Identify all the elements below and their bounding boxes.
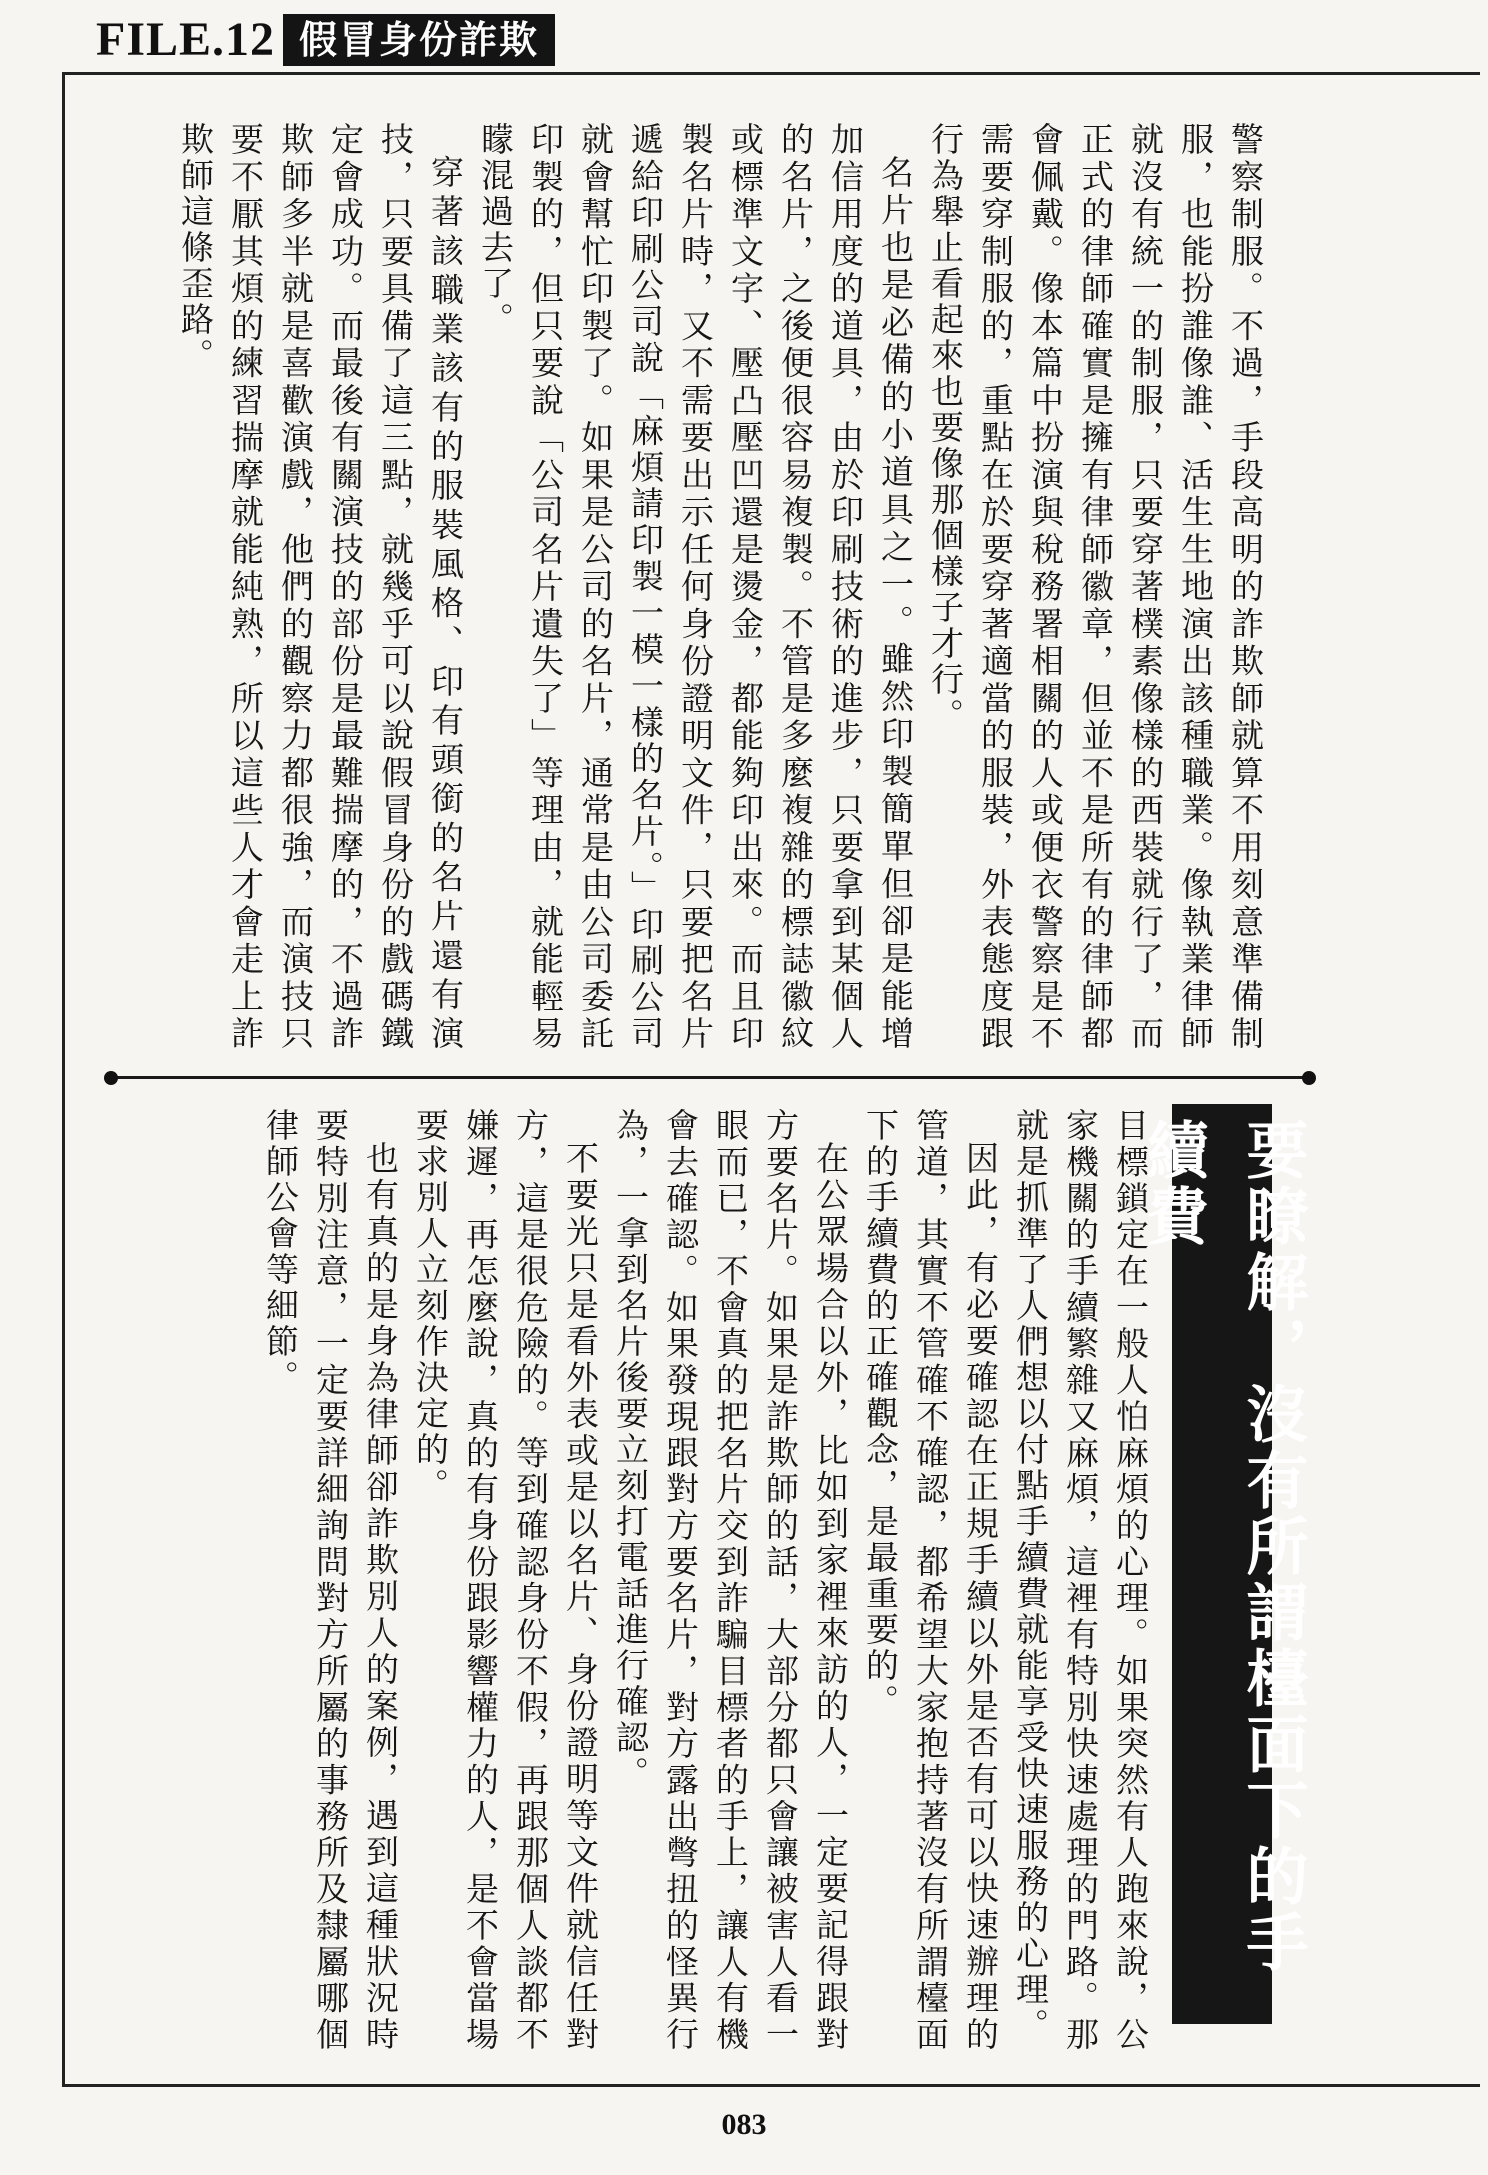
frame-bottom-rule <box>62 2084 1480 2087</box>
top-paragraph-3: 穿著該職業該有的服裝風格、印有頭銜的名片還有演技，只要具備了這三點，就幾乎可以說假冒身份的戲碼鐵定會成功。而最後有關演技的部份是最難揣摩的，不過詐欺師多半就是喜歡演戲，他們的觀察力都很強，而演技只要不厭其煩的練習揣摩就能純熟，所以這些人才會走上詐欺師這條歪路。 <box>176 122 465 1052</box>
top-paragraph-1: 警察制服。不過，手段高明的詐欺師就算不用刻意準備制服，也能扮誰像誰、活生生地演出該種職業。像執業律師就沒有統一的制服，只要穿著樸素像樣的西裝就行了，而正式的律師確實是擁有律師徽章，但並不是所有的律師都會佩戴。像本篇中扮演與稅務署相關的人或便衣警察是不需要穿制服的，重點在於要穿著適當的服裝，外表態度跟行為舉止看起來也要像那個樣子才行。 <box>926 122 1265 1052</box>
divider-left-dot <box>104 1071 118 1085</box>
section-divider <box>110 1076 1310 1079</box>
frame-left-rule <box>62 72 65 2087</box>
chapter-title: 假冒身份詐欺 <box>283 14 555 66</box>
bottom-paragraph-2: 因此，有必要確認在正規手續以外是否有可以快速辦理的管道，其實不管確不確認，都希望大家抱持著沒有所謂檯面下的手續費的正確觀念，是最重要的。 <box>861 1108 1000 2053</box>
page-number: 083 <box>721 2108 767 2141</box>
frame-top-rule <box>62 72 1480 75</box>
page-header <box>96 14 555 66</box>
top-section-text <box>142 122 1270 1052</box>
bottom-paragraph-4: 不要光只是看外表或是以名片、身份證明等文件就信任對方，這是很危險的。等到確認身份不假，再跟那個人談都不嫌遲，再怎麼說，真的有身份跟影響權力的人，是不會當場要求別人立刻作決定的。 <box>411 1108 600 2053</box>
bottom-paragraph-3: 在公眾場合以外，比如到家裡來訪的人，一定要記得跟對方要名片。如果是詐欺師的話，大部分都只會讓被害人看一眼而已，不會真的把名片交到詐騙目標者的手上，讓人有機會去確認。如果發現跟對方要名片，對方露出彆扭的怪異行為，一拿到名片後要立刻打電話進行確認。 <box>611 1108 850 2053</box>
section-heading <box>1136 1104 1309 2024</box>
bottom-section-text <box>165 1108 1155 2053</box>
section-heading-text: 要瞭解，沒有所謂檯面下的手續費 <box>1136 1118 1309 1976</box>
bottom-paragraph-1: 目標鎖定在一般人怕麻煩的心理。如果突然有人跑來說，公家機關的手續繁雜又麻煩，這裡有特別快速處理的門路。那就是抓準了人們想以付點手續費就能享受快速服務的心理。 <box>1011 1108 1150 2053</box>
divider-right-dot <box>1302 1071 1316 1085</box>
bottom-paragraph-5: 也有真的是身為律師卻詐欺別人的案例，遇到這種狀況時要特別注意，一定要詳細詢問對方所屬的事務所及隸屬哪個律師公會等細節。 <box>261 1108 400 2053</box>
top-paragraph-2: 名片也是必備的小道具之一。雖然印製簡單但卻是能增加信用度的道具，由於印刷技術的進步，只要拿到某個人的名片，之後便很容易複製。不管是多麼複雜的標誌徽紋或標準文字、壓凸壓凹還是燙金，都能夠印出來。而且印製名片時，又不需要出示任何身份證明文件，只要把名片遞給印刷公司說「麻煩請印製一模一樣的名片。」印刷公司就會幫忙印製了。如果是公司的名片，通常是由公司委託印製的，但只要說「公司名片遺失了」等理由，就能輕易矇混過去了。 <box>476 122 915 1052</box>
file-label: FILE.12 <box>96 13 276 66</box>
